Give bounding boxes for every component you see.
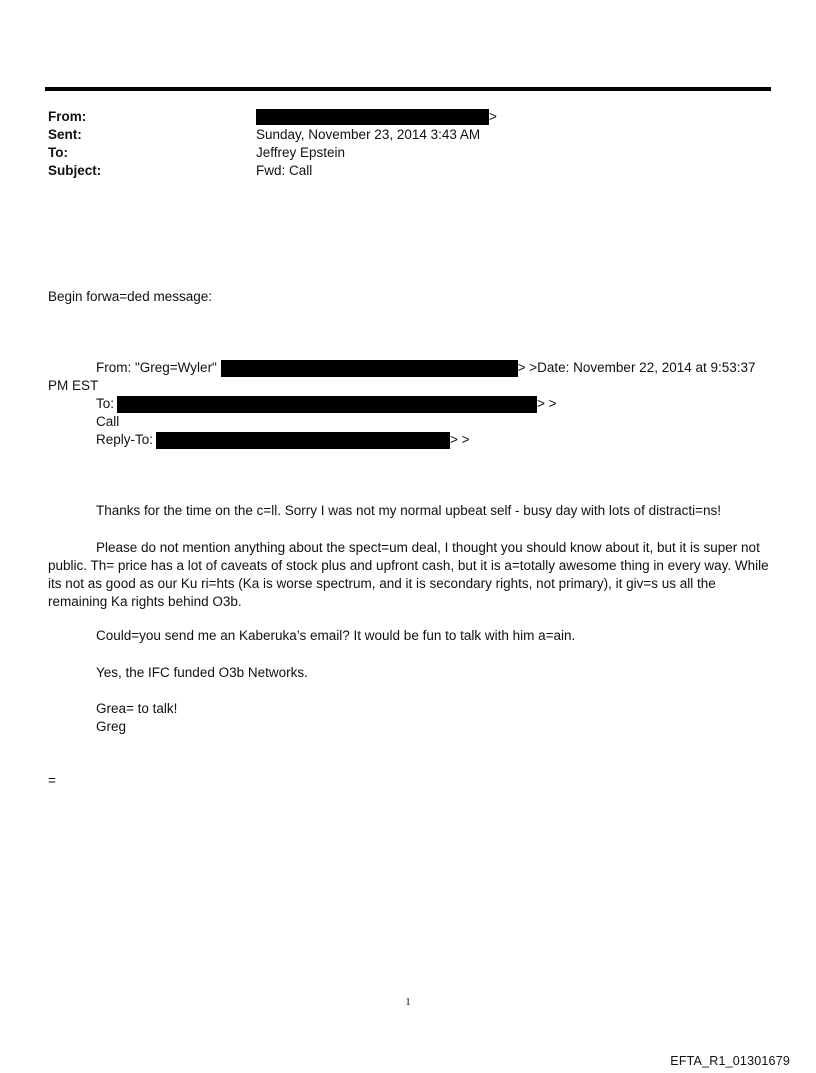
fwd-to-label: To: (96, 396, 115, 411)
sent-row (48, 126, 768, 144)
bates-stamp: EFTA_R1_01301679 (670, 1054, 790, 1068)
subject-label: Subject: (48, 163, 102, 178)
email-header (48, 108, 768, 180)
fwd-replyto-label: Reply-To: (96, 432, 154, 447)
paragraph-3: Could=you send me an Kaberuka’s email? It would be fun to talk with him a=ain. (96, 628, 576, 643)
sent-label: Sent: (48, 127, 82, 142)
fwd-from-line (96, 359, 756, 377)
to-label: To: (48, 145, 68, 160)
sent-value: Sunday, November 23, 2014 3:43 AM (256, 127, 481, 142)
closing-line-1: Grea= to talk! (96, 701, 178, 716)
header-rule (45, 87, 771, 91)
page-number: 1 (405, 996, 411, 1008)
closing-line-2: Greg (96, 719, 127, 734)
from-value (256, 108, 497, 126)
fwd-from-prefix: From: "Greg=Wyler" (96, 360, 217, 375)
from-row (48, 108, 768, 126)
paragraph-2: Please do not mention anything about the spect=um deal, I thought you should know about it, but it is super not public. Th= price has a lot of caveats of stock plus and upfront cash, but it is a=totally awesome thing in every way. While its not as good as our Ku ri=hts (Ka is worse spectrum, and it is secondary rights, not primary), it giv=s us all the remaining Ka rights behind O3b. (48, 540, 769, 609)
fwd-to-suffix: > > (537, 396, 557, 411)
fwd-replyto-line (96, 431, 470, 449)
redaction-box (156, 432, 450, 449)
subject-value: Fwd: Call (256, 163, 313, 178)
from-suffix: > (489, 109, 497, 124)
fwd-replyto-suffix: > > (450, 432, 470, 447)
fwd-date-cont: PM EST (48, 378, 99, 393)
to-value: Jeffrey Epstein (256, 145, 346, 160)
from-label: From: (48, 109, 87, 124)
to-row (48, 144, 768, 162)
trailing-equals: = (48, 773, 56, 788)
redaction-box (256, 109, 489, 125)
begin-forwarded: Begin forwa=ded message: (48, 289, 212, 304)
subject-row (48, 162, 768, 180)
fwd-from-suffix: > >Date: November 22, 2014 at 9:53:37 (517, 360, 756, 375)
fwd-subject: Call (96, 414, 120, 429)
paragraph-1: Thanks for the time on the c=ll. Sorry I was not my normal upbeat self - busy day with lots of distracti=ns! (96, 503, 722, 518)
paragraph-4: Yes, the IFC funded O3b Networks. (96, 665, 308, 680)
redaction-box (117, 396, 537, 413)
fwd-to-line (96, 395, 557, 413)
redaction-box (221, 360, 518, 377)
